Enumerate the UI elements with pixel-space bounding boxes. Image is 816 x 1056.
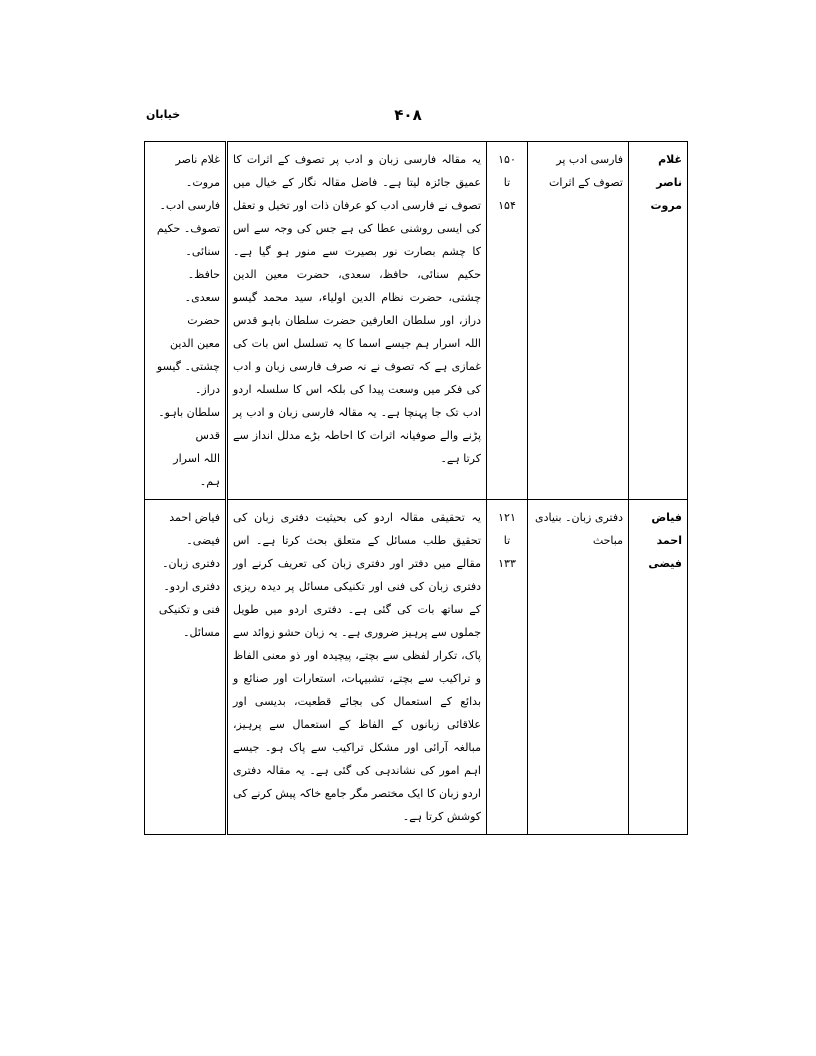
- keyword: دفتری اردو۔: [163, 580, 220, 593]
- author-name: غلام ناصر مروت: [650, 153, 682, 212]
- title-cell: [528, 500, 629, 835]
- article-summary: یہ مقالہ فارسی زبان و ادب پر تصوف کے اثرات کا عمیق جائزہ لیتا ہے۔ فاضل مقالہ نگار کے خیال میں تصوف نے فارسی ادب کو عرفان ذات اور تخیل و تعقل کی ایسی روشنی عطا کی ہے جس کی وجہ سے اس کا چشم بصارت نور بصیرت سے منور ہو گیا ہے۔ حکیم سنائی، حافظ، سعدی، حضرت معین الدین چشتی، حضرت نظام الدین اولیاء، سید محمد گیسو دراز، اور سلطان العارفین حضرت سلطان باہو قدس اللہ اسرار ہم جیسے اسما کا یہ تسلسل اس بات کی غمازی ہے کہ تصوف نے نہ صرف فارسی زبان و ادب کی فکر میں وسعت پیدا کی بلکہ اس کا سلسلہ اردو ادب تک جا پہنچا ہے۔ یہ مقالہ فارسی زبان و ادب پر پڑنے والے صوفیانہ اثرات کا احاطہ بڑے مدلل انداز سے کرتا ہے۔: [233, 153, 481, 465]
- keyword: معین الدین: [169, 337, 220, 350]
- table-row: [145, 142, 688, 500]
- keyword: سلطان باہو۔ قدس: [158, 406, 220, 442]
- page-from: ۱۵۰: [498, 153, 516, 166]
- page-to: ۱۵۴: [498, 199, 516, 212]
- article-summary: یہ تحقیقی مقالہ اردو کی بحیثیت دفتری زبان کی تحقیق طلب مسائل کے متعلق بحث کرتا ہے۔ اس مقالے میں دفتر اور دفتری زبان کی تعریف کرنے اور دفتری زبان کی فنی اور تکنیکی مسائل پر دیدہ ریزی کے ساتھ بات کی گئی ہے۔ دفتری اردو میں طویل جملوں سے پرہیز ضروری ہے۔ یہ زبان حشو زوائد سے پاک، تکرار لفظی سے بچتے، پیچیدہ اور ذو معنی الفاظ و تراکیب سے بچتے، تشبیہات، استعارات اور صنائع و بدائع کے استعمال کی بجائے قطعیت، بدیسی اور علاقائی زبانوں کے الفاظ کے استعمال سے پرہیز، مبالغہ آرائی اور مشکل تراکیب سے پاک ہو۔ جیسے اہم امور کی نشاندہی کی گئی ہے۔ یہ مقالہ دفتری اردو زبان کا ایک مختصر مگر جامع خاکہ پیش کرنے کی کوشش کرتا ہے۔: [233, 511, 481, 823]
- summary-cell: [227, 142, 487, 500]
- table-row: [145, 500, 688, 835]
- keyword: اللہ اسرار ہم۔: [173, 452, 220, 488]
- author-name: فیاض احمد فیضی: [648, 511, 682, 570]
- summary-cell: [227, 500, 487, 835]
- page-separator: تا: [503, 534, 511, 547]
- pages-cell: [487, 142, 528, 500]
- article-index-table: [144, 141, 688, 835]
- page-from: ۱۲۱: [498, 511, 516, 524]
- pages-cell: [487, 500, 528, 835]
- keyword: غلام ناصر مروت۔: [175, 153, 220, 189]
- keyword: فیاض احمد فیضی۔: [169, 511, 220, 547]
- keyword: دفتری زبان۔: [162, 557, 220, 570]
- article-title: دفتری زبان۔ بنیادی مباحث: [535, 511, 623, 547]
- author-cell: [629, 142, 688, 500]
- keyword: تصوف۔ حکیم: [156, 222, 220, 235]
- keyword: سنائی۔ حافظ۔: [185, 245, 220, 281]
- article-title: فارسی ادب پر تصوف کے اثرات: [549, 153, 623, 189]
- page-separator: تا: [503, 176, 511, 189]
- keyword: فارسی ادب۔: [159, 199, 220, 212]
- keyword: سعدی۔ حضرت: [184, 291, 220, 327]
- page-to: ۱۳۳: [498, 557, 516, 570]
- keywords-cell: [145, 500, 227, 835]
- keywords-cell: [145, 142, 227, 500]
- author-cell: [629, 500, 688, 835]
- keyword: فنی و تکنیکی مسائل۔: [158, 603, 220, 639]
- journal-name: خیابان: [146, 108, 181, 121]
- title-cell: [528, 142, 629, 500]
- page-number: ۴۰۸: [394, 106, 422, 124]
- keyword: چشتی۔ گیسو دراز۔: [156, 360, 220, 396]
